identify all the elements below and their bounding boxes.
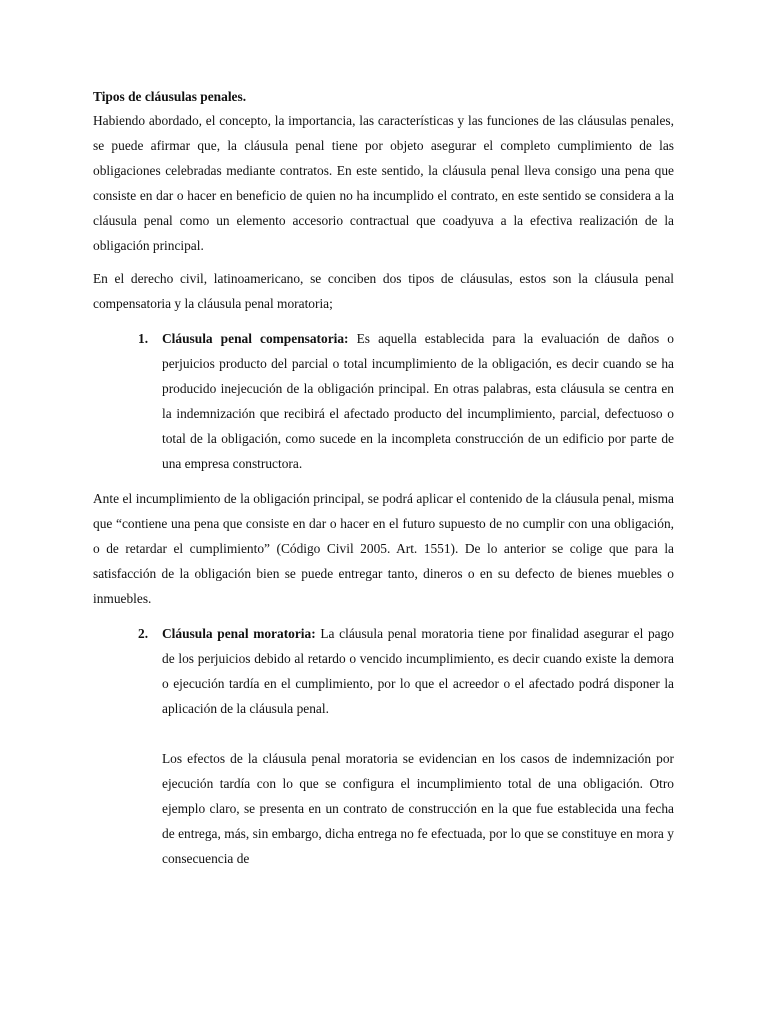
list-item-moratoria [138,621,674,721]
list-number: 2. [138,626,149,641]
list-term: Cláusula penal compensatoria: [162,331,349,346]
list-text: Es aquella establecida para la evaluación de daños o perjuicios producto del parcial o total incumplimiento de la obligación, es decir cuando se ha producido inejecución de la obligación principal. En otras palabras, esta cláusula se centra en la indemnización que recibirá el afectado producto del incumplimiento, parcial, defectuoso o total de la obligación, como sucede en la incompleta construcción de un edificio por parte de una empresa constructora. [162,331,674,471]
list-number: 1. [138,331,149,346]
section-heading: Tipos de cláusulas penales. [93,89,247,104]
paragraph-types: En el derecho civil, latinoamericano, se conciben dos tipos de cláusulas, estos son la cláusula penal compensatoria y la cláusula penal moratoria; [93,271,674,311]
document-page [93,86,674,884]
paragraph-efectos: Los efectos de la cláusula penal moratoria se evidencian en los casos de indemnización por ejecución tardía con lo que se configura el incumplimiento total de una obligación. Otro ejemplo claro, se presenta en un contrato de construcción en la que fue establecida una fecha de entrega, más, sin embargo, dicha entrega no fe efectuada, por lo que se constituye en mora y consecuencia de [162,751,674,866]
paragraph-incumplimiento: Ante el incumplimiento de la obligación principal, se podrá aplicar el contenido de la cláusula penal, misma que “contiene una pena que consiste en dar o hacer en el futuro supuesto de no cumplir con una obligación, o de retardar el cumplimiento” (Código Civil 2005. Art. 1551). De lo anterior se colige que para la satisfacción de la obligación bien se puede entregar tanto, dineros o en su defecto de bienes muebles o inmuebles. [93,491,674,606]
paragraph-intro: Habiendo abordado, el concepto, la importancia, las características y las funciones de las cláusulas penales, se puede afirmar que, la cláusula penal tiene por objeto asegurar el completo cumplimiento de las obligaciones celebradas mediante contratos. En este sentido, la cláusula penal lleva consigo una pena que consiste en dar o hacer en beneficio de quien no ha incumplido el contrato, en este sentido se considera a la cláusula penal como un elemento accesorio contractual que coadyuva a la efectiva realización de la obligación principal. [93,113,674,253]
list-term: Cláusula penal moratoria: [162,626,316,641]
list-item-compensatoria [138,326,674,476]
list-text: La cláusula penal moratoria tiene por finalidad asegurar el pago de los perjuicios debido al retardo o vencido incumplimiento, es decir cuando existe la demora o ejecución tardía en el cumplimiento, por lo que el acreedor o el afectado podrá disponer la aplicación de la cláusula penal. [162,626,674,716]
